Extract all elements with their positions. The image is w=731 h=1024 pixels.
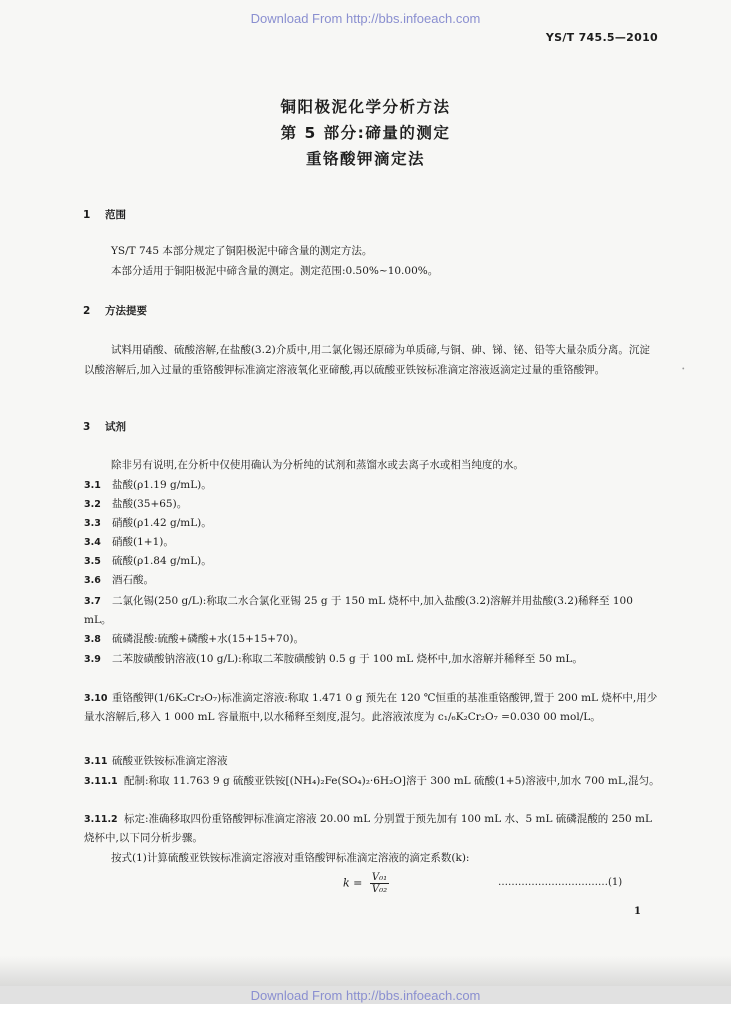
- item-number: 3.8: [84, 634, 101, 645]
- equation-number: ……………………………(1): [498, 877, 623, 888]
- item-number: 3.6: [84, 575, 101, 586]
- reagent-item: [84, 533, 660, 552]
- item-number: 3.5: [84, 556, 101, 567]
- item-text: 标定:准确移取四份重铬酸钾标准滴定溶液 20.00 mL 分别置于预先加有 100 mL 水、5 mL 硫磷混酸的 250 mL 烧杯中,以下同分析步骤。: [84, 813, 652, 844]
- item-number: 3.9: [84, 654, 101, 665]
- formula-lhs: k =: [343, 876, 363, 890]
- scope-paragraph-2: 本部分适用于铜阳极泥中碲含量的测定。测定范围:0.50%~10.00%。: [111, 265, 439, 277]
- reagent-item: [84, 552, 660, 571]
- reagent-item: [84, 571, 660, 590]
- item-number: 3.1: [84, 480, 101, 491]
- viewer-bottom-strip: [0, 1004, 731, 1024]
- section-title: 方法提要: [105, 305, 147, 317]
- reagent-item: [84, 495, 660, 514]
- section-3-heading: [83, 419, 126, 434]
- reagent-item: [84, 752, 660, 771]
- item-text: 二氯化锡(250 g/L):称取二水合氯化亚锡 25 g 于 150 mL 烧杯中,加入盐酸(3.2)溶解并用盐酸(3.2)稀释至 100 mL。: [84, 595, 633, 626]
- title-line-2: 第 5 部分:碲量的测定: [280, 124, 451, 142]
- reagent-item: [84, 514, 660, 533]
- watermark-top: Download From http://bbs.infoeach.com: [250, 11, 481, 26]
- item-number: 3.3: [84, 518, 101, 529]
- scan-speck: •: [681, 366, 685, 373]
- section-number: 2: [83, 305, 91, 317]
- section-1-heading: [83, 207, 126, 222]
- item-text: 重铬酸钾(1/6K₂Cr₂O₇)标准滴定溶液:称取 1.471 0 g 预先在 120 ℃恒重的基准重铬酸钾,置于 200 mL 烧杯中,用少量水溶解后,移入 1 000 mL 容量瓶中,以水稀释至刻度,混匀。此溶液浓度为 c₁/₆K₂Cr₂O₇ =0.030 00 mol/L。: [84, 692, 658, 723]
- item-text: 硫磷混酸:硫酸+磷酸+水(15+15+70)。: [112, 633, 305, 645]
- title-line-3: 重铬酸钾滴定法: [305, 150, 425, 168]
- item-text: 酒石酸。: [112, 574, 154, 586]
- reagent-item: [84, 810, 660, 848]
- section-2-heading: [83, 303, 147, 318]
- reagents-intro: 除非另有说明,在分析中仅使用确认为分析纯的试剂和蒸馏水或去离子水或相当纯度的水。: [111, 459, 524, 471]
- item-number: 3.11: [84, 756, 108, 767]
- section-title: 范围: [105, 209, 126, 221]
- item-text: 硝酸(ρ1.42 g/mL)。: [112, 517, 212, 529]
- reagent-item: [84, 689, 660, 727]
- title-line-1: 铜阳极泥化学分析方法: [280, 98, 451, 116]
- item-number: 3.2: [84, 499, 101, 510]
- section-number: 1: [83, 209, 91, 221]
- reagent-item: [84, 592, 660, 630]
- principle-paragraph: 试料用硝酸、硫酸溶解,在盐酸(3.2)介质中,用二氯化锡还原碲为单质碲,与铜、砷、锑、铋、铅等大量杂质分离。沉淀以酸溶解后,加入过量的重铬酸钾标准滴定溶液氧化亚碲酸,再以硫酸亚铁铵标准滴定溶液返滴定过量的重铬酸钾。: [84, 344, 650, 376]
- standard-code: YS/T 745.5—2010: [545, 31, 658, 44]
- item-text: 硫酸(ρ1.84 g/mL)。: [112, 555, 212, 567]
- formula-denominator: V₀₂: [371, 884, 388, 895]
- formula-numerator: V₀₁: [371, 872, 388, 883]
- watermark-bottom: Download From http://bbs.infoeach.com: [250, 988, 481, 1003]
- item-text: 二苯胺磺酸钠溶液(10 g/L):称取二苯胺磺酸钠 0.5 g 于 100 mL 烧杯中,加水溶解并稀释至 50 mL。: [112, 653, 583, 665]
- item-text: 配制:称取 11.763 9 g 硫酸亚铁铵[(NH₄)₂Fe(SO₄)₂·6H₂O]溶于 300 mL 硫酸(1+5)溶液中,加水 700 mL,混匀。: [124, 775, 660, 787]
- item-number: 3.11.2: [84, 814, 118, 825]
- item-text: 硫酸亚铁铵标准滴定溶液: [112, 755, 228, 767]
- item-text: 盐酸(35+65)。: [112, 498, 188, 510]
- reagent-item: [84, 772, 660, 791]
- section-number: 3: [83, 421, 91, 433]
- reagent-item: [84, 650, 660, 669]
- item-text: 硝酸(1+1)。: [112, 536, 174, 548]
- reagent-item: [84, 476, 660, 495]
- item-text: 盐酸(ρ1.19 g/mL)。: [112, 479, 212, 491]
- page-number: 1: [634, 906, 641, 917]
- item-number: 3.10: [84, 693, 108, 704]
- formula-k: [343, 872, 389, 895]
- item-number: 3.7: [84, 596, 101, 607]
- section-title: 试剂: [105, 421, 126, 433]
- formula-intro: 按式(1)计算硫酸亚铁铵标准滴定溶液对重铬酸钾标准滴定溶液的滴定系数(k):: [111, 852, 470, 864]
- formula-fraction: [370, 872, 389, 895]
- item-number: 3.4: [84, 537, 101, 548]
- scope-paragraph-1: YS/T 745 本部分规定了铜阳极泥中碲含量的测定方法。: [111, 245, 373, 257]
- reagent-item: [84, 630, 660, 649]
- item-number: 3.11.1: [84, 776, 118, 787]
